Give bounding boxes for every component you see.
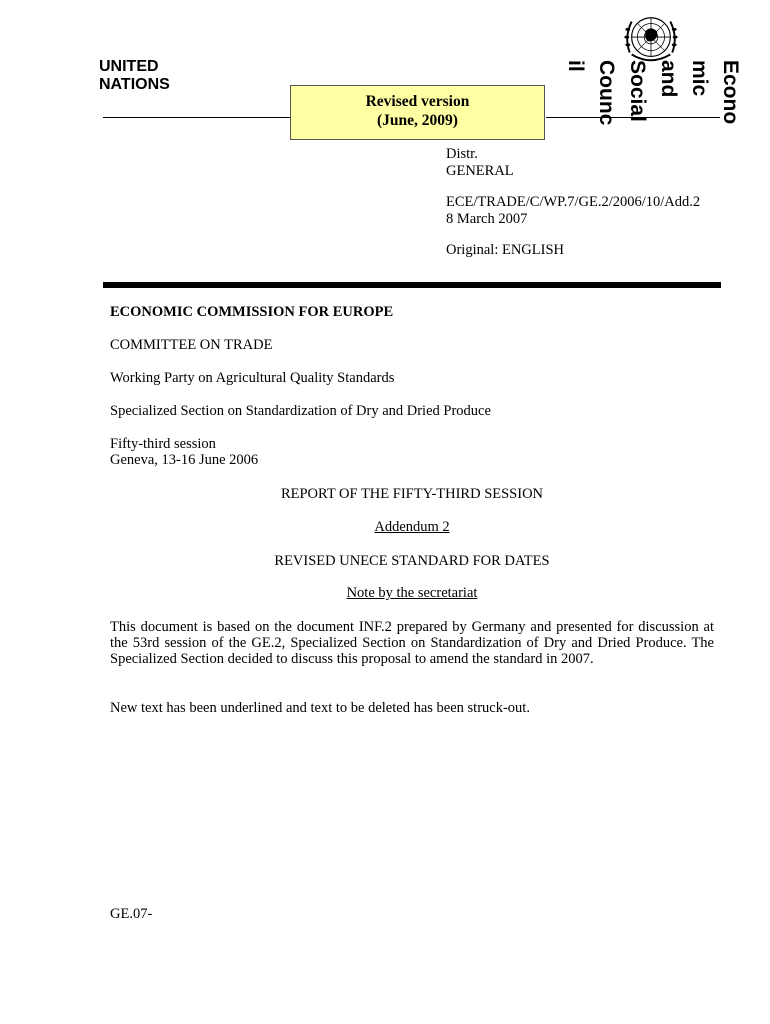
job-number: GE.07- [110,906,153,922]
report-title: REPORT OF THE FIFTY-THIRD SESSION [280,486,544,502]
original-language: Original: ENGLISH [446,242,564,258]
session-number: Fifty-third session [110,436,216,452]
header-rule-left [103,117,291,118]
addendum-label [110,519,714,535]
council-title-wrapper [560,60,746,160]
session-block [110,436,714,468]
header-thick-rule [103,282,721,288]
session-place-date: Geneva, 13-16 June 2006 [110,452,259,468]
distr-general: GENERAL [446,162,514,179]
document-date: 8 March 2007 [446,210,528,227]
note-text: Note by the secretariat [346,585,478,601]
council-title: Econo mic and Social Counc il [564,60,742,126]
revised-version-label: Revised version [365,93,470,110]
committee-name: COMMITTEE ON TRADE [110,337,273,353]
body-paragraph-2: New text has been underlined and text to be deleted has been struck-out. [110,700,530,716]
body-paragraph-1: This document is based on the document INF.2 prepared by Germany and presented for discussion at the 53rd session of the GE.2, Specialized Section on Standardization of Dry and Dried Produce. The Specialized Section decided to discuss this proposal to amend the standard in 2007. [110,619,714,667]
revised-version-box [290,85,545,140]
standard-title: REVISED UNECE STANDARD FOR DATES [274,553,550,569]
distr-label: Distr. [446,146,478,162]
organization-name-line1: UNITED [99,58,159,75]
commission-name: ECONOMIC COMMISSION FOR EUROPE [110,304,394,320]
revised-version-date: (June, 2009) [377,112,458,129]
organization-name [99,58,170,94]
distribution-block [446,146,700,259]
section-name: Specialized Section on Standardization of Dry and Dried Produce [110,403,491,419]
document-symbol: ECE/TRADE/C/WP.7/GE.2/2006/10/Add.2 [446,194,701,210]
working-party-name: Working Party on Agricultural Quality Standards [110,370,395,386]
addendum-text: Addendum 2 [374,519,450,535]
note-label [110,585,714,601]
organization-name-line2: NATIONS [99,76,170,93]
